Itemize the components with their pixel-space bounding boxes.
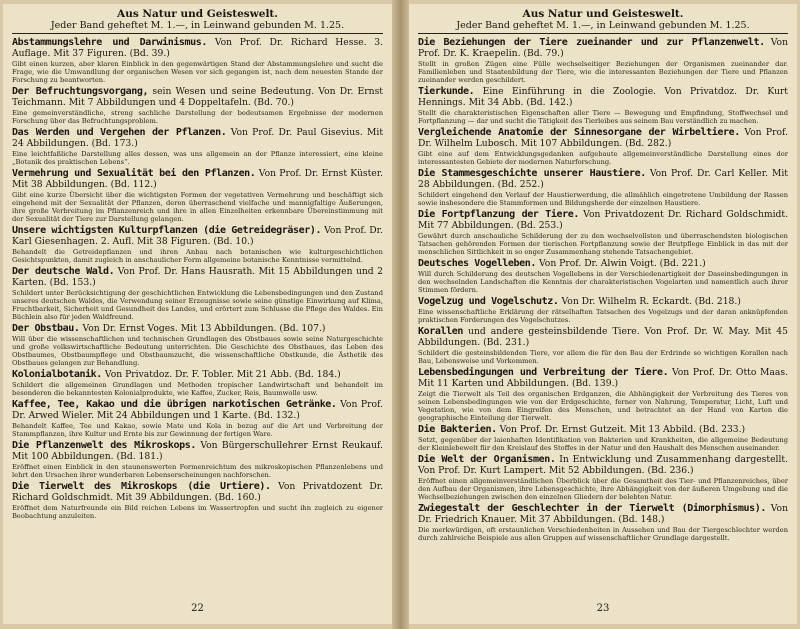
entry-heading: [12, 37, 383, 59]
entry-heading: [418, 296, 788, 307]
entry-heading: [12, 369, 383, 380]
right-page: [409, 4, 797, 624]
entry-heading: [418, 454, 788, 476]
book-entry: [418, 424, 788, 452]
entry-author-info: Von Prof. Dr. Arwed Wieler. Mit 24 Abbildungen und 1 Karte. (Bd. 132.): [12, 399, 383, 421]
entry-title: Vergleichende Anatomie der Sinnesorgane der Wirbeltiere.: [418, 127, 740, 138]
entry-heading: [12, 225, 383, 247]
entry-list: [12, 37, 383, 520]
entry-title: Tierkunde.: [418, 86, 475, 97]
entry-heading: [12, 86, 383, 108]
entry-description: Schildert eingehend den Verlauf der Haustierwerdung, die allmählich eingetretene Umbildung der Rassen sowie insbesondere die Stammformen und Bildungsherde der einzelnen Haustiere.: [418, 191, 788, 207]
entry-title: Unsere wichtigsten Kulturpflanzen (die Getreidegräser).: [12, 225, 322, 236]
running-head: Aus Natur und Geisteswelt.: [522, 8, 684, 20]
left-page: [3, 4, 392, 624]
entry-author-info: Von Prof. Dr. Ernst Küster. Mit 38 Abbildungen. (Bd. 112.): [12, 168, 384, 190]
entry-author-info: Von Prof. Dr. Paul Gisevius. Mit 24 Abbildungen. (Bd. 173.): [12, 127, 384, 149]
entry-author-info: Von Prof. Dr. Ernst Gutzeit. Mit 13 Abbild. (Bd. 233.): [499, 424, 746, 435]
book-entry: [418, 367, 788, 422]
page-number: 23: [596, 603, 610, 614]
entry-author-info: Von Dr. Wilhelm R. Eckardt. (Bd. 218.): [561, 296, 741, 307]
entry-description: Will durch Schilderung des deutschen Vogellebens in der Verschiedenartigkeit der Daseinsbedingungen in den wechselnden Landschaften die Kenntnis der charakteristischen Vogelarten und namentlich auch ihrer Stimmen fördern.: [418, 270, 788, 294]
entry-title: Die Bakterien.: [418, 424, 497, 435]
price-line: Jeder Band geheftet M. 1.—, in Leinwand gebunden M. 1.25.: [12, 20, 383, 34]
entry-title: Lebensbedingungen und Verbreitung der Tiere.: [418, 367, 669, 378]
entry-title: Die Stammesgeschichte unserer Haustiere.: [418, 168, 646, 179]
entry-description: Eine leichtfaßliche Darstellung alles dessen, was uns allgemein an der Pflanze interessiert, eine kleine „Botanik des praktischen Lebens“.: [12, 150, 383, 166]
entry-title: Die Tierwelt des Mikroskops (die Urtiere).: [12, 481, 271, 492]
entry-author-info: Von Prof. Dr. Hans Hausrath. Mit 15 Abbildungen und 2 Karten. (Bd. 153.): [12, 266, 383, 288]
entry-title: Korallen: [418, 326, 463, 337]
entry-author-info: Von Dr. Friedrich Knauer. Mit 37 Abbildungen. (Bd. 148.): [418, 503, 789, 525]
book-entry: [12, 399, 383, 438]
book-entry: [12, 323, 383, 367]
entry-list: [418, 37, 788, 542]
entry-author-info: Von Prof. Dr. Carl Keller. Mit 28 Abbildungen. (Bd. 252.): [418, 168, 788, 190]
entry-title: Die Fortpflanzung der Tiere.: [418, 209, 579, 220]
entry-heading: [12, 168, 383, 190]
entry-author-info: Von Prof. Dr. Karl Giesenhagen. 2. Aufl. Mit 38 Figuren. (Bd. 10.): [12, 225, 383, 247]
book-entry: [12, 127, 383, 166]
entry-author-info: Von Prof. Dr. Alwin Voigt. (Bd. 221.): [539, 258, 706, 269]
entry-author-info: Von Privatdozent Dr. Richard Goldschmidt. Mit 77 Abbildungen. (Bd. 253.): [418, 209, 789, 231]
entry-title: Das Werden und Vergehen der Pflanzen.: [12, 127, 227, 138]
entry-title: Der Befruchtungsvorgang,: [12, 86, 149, 97]
entry-author-info: Eine Einführung in die Zoologie. Von Privatdoz. Dr. Kurt Hennings. Mit 34 Abb. (Bd. 142.): [418, 86, 789, 108]
entry-heading: [12, 399, 383, 421]
entry-description: Zeigt die Tierwelt als Teil des organischen Erdganzen, die Abhängigkeit der Verbreitung des Tieres von seinen Lebensbedingungen wie von der Erdgeschichte, ferner von Nahrung, Temperatur, Licht, Luft und Vegetation, wie von dem Eingreifen des Menschen, und betrachtet an der Hand von Karten die geographische Einteilung der Tierwelt.: [418, 390, 788, 422]
entry-heading: [418, 503, 788, 525]
running-head: Aus Natur und Geisteswelt.: [117, 8, 278, 20]
entry-author-info: Von Prof. Dr. Wilhelm Lubosch. Mit 107 Abbildungen. (Bd. 282.): [418, 127, 789, 149]
book-entry: [12, 440, 383, 479]
book-entry: [418, 326, 788, 365]
entry-description: Schildert die allgemeinen Grundlagen und Methoden tropischer Landwirtschaft und behandelt im besonderen die bekanntesten Kolonialprodukte, wie Kaffee, Zucker, Reis, Baumwolle usw.: [12, 381, 383, 397]
entry-title: Die Welt der Organismen.: [418, 454, 556, 465]
entry-title: Abstammungslehre und Darwinismus.: [12, 37, 208, 48]
entry-heading: [12, 266, 383, 288]
book-entry: [418, 37, 788, 84]
book-entry: [12, 37, 383, 84]
entry-description: Eröffnet einen Einblick in den staunenswerten Formenreichtum des mikroskopischen Pflanzenlebens und lehrt den Ursachen ihrer wunderbaren Lebenserscheinungen nachforschen.: [12, 463, 383, 479]
entry-description: Behandelt die Getreidepflanzen und ihren Anbau nach botanischen wie kulturgeschichtlichen Gesichtspunkten, damit zugleich in anschaulicher Form allgemeine botanische Kenntnisse vermittelnd.: [12, 248, 383, 264]
entry-author-info: In Entwicklung und Zusammenhang dargestellt. Von Prof. Dr. Kurt Lampert. Mit 52 Abbildungen. (Bd. 236.): [418, 454, 788, 476]
entry-heading: [418, 326, 788, 348]
entry-heading: [12, 323, 383, 334]
entry-heading: [12, 127, 383, 149]
book-entry: [418, 296, 788, 324]
book-entry: [418, 168, 788, 207]
entry-description: Die merkwürdigen, oft erstaunlichen Verschiedenheiten in Aussehen und Bau der Tiergeschlechter werden durch zahlreiche Beispiele aus allen Gruppen auf wissenschaftlicher Grundlage dargestellt.: [418, 526, 788, 542]
entry-title: Kolonialbotanik.: [12, 369, 102, 380]
entry-author-info: Von Prof. Dr. Richard Hesse. 3. Auflage. Mit 37 Figuren. (Bd. 39.): [12, 37, 383, 59]
entry-author-info: Von Bürgerschullehrer Ernst Reukauf. Mit 100 Abbildungen. (Bd. 181.): [12, 440, 384, 462]
book-gutter: [392, 0, 409, 629]
book-entry: [418, 454, 788, 501]
entry-heading: [12, 440, 383, 462]
entry-description: Schildert die gesteinsbildenden Tiere, vor allem die für den Bau der Erdrinde so wichtigen Korallen nach Bau, Lebensweise und Vorkommen.: [418, 349, 788, 365]
entry-heading: [12, 481, 383, 503]
entry-title: Vogelzug und Vogelschutz.: [418, 296, 559, 307]
entry-description: Gibt einen kurzen, aber klaren Einblick in den gegenwärtigen Stand der Abstammungslehre und sucht die Frage, wie die Umwandlung der organischen Wesen vor sich gegangen ist, nach dem neuesten Stande der Forschung zu beantworten.: [12, 60, 383, 84]
entry-description: Stellt in großen Zügen eine Fülle wechselseitiger Beziehungen der Organismen zueinander dar. Familienleben und Staatenbildung der Tiere, wie die interessanten Beziehungen der Tiere und Pflanzen zueinander werden geschildert.: [418, 60, 788, 84]
entry-title: Der deutsche Wald.: [12, 266, 115, 277]
entry-description: Gibt eine kurze Übersicht über die wichtigsten Formen der vegetativen Vermehrung und beschäftigt sich eingehend mit der Sexualität der Pflanzen, deren überraschend vielfache und mannigfaltige Äußerungen, ihre große Verbreitung im Pflanzenreich und ihre in allen Einzelheiten erkennbare Übereinstimmung mit der Sexualität der Tiere zur Darstellung gelangen.: [12, 191, 383, 223]
entry-heading: [418, 258, 788, 269]
entry-title: Zwiegestalt der Geschlechter in der Tierwelt (Dimorphismus).: [418, 503, 766, 514]
entry-heading: [418, 209, 788, 231]
entry-title: Die Pflanzenwelt des Mikroskops.: [12, 440, 196, 451]
entry-heading: [418, 37, 788, 59]
entry-author-info: und andere gesteinsbildende Tiere. Von Prof. Dr. W. May. Mit 45 Abbildungen. (Bd. 231.): [418, 326, 788, 348]
entry-description: Schildert unter Berücksichtigung der geschichtlichen Entwicklung die Lebensbedingungen und den Zustand unseres deutschen Waldes, die Verwendung seiner Erzeugnisse sowie seine günstige Einwirkung auf Klima, Fruchtbarkeit, Sicherheit und Gesundheit des Landes, und erörtert zum Schlusse die Pflege des Waldes. Ein Büchlein also für jeden Waldfreund.: [12, 289, 383, 321]
entry-author-info: Von Privatdozent Dr. Richard Goldschmidt. Mit 39 Abbildungen. (Bd. 160.): [12, 481, 384, 503]
book-entry: [418, 209, 788, 256]
entry-author-info: sein Wesen und seine Bedeutung. Von Dr. Ernst Teichmann. Mit 7 Abbildungen und 4 Doppeltafeln. (Bd. 70.): [12, 86, 383, 108]
entry-heading: [418, 168, 788, 190]
entry-description: Behandelt Kaffee, Tee und Kakao, sowie Mate und Kola in bezug auf die Art und Verbreitung der Stammpflanzen, ihre Kultur und Ernte bis zur Gewinnung der fertigen Ware.: [12, 422, 383, 438]
entry-title: Der Obstbau.: [12, 323, 80, 334]
entry-description: Setzt, gegenüber der laienhaften Identifikation von Bakterien und Krankheiten, die allgemeine Bedeutung der Kleinlebewelt für den Kreislauf des Stoffes in der Natur und den Haushalt des Menschen auseinander.: [418, 436, 788, 452]
entry-description: Will über die wissenschaftlichen und technischen Grundlagen des Obstbaues sowie seine Naturgeschichte und große volkswirtschaftliche Bedeutung unterrichten. Die Geschichte des Obstbaues, das Leben des Obstbaumes, Obstbaumpflege und Obstbaumzucht, die wissenschaftliche Obstkunde, die Ästhetik des Obstbaues gelangen zur Behandlung.: [12, 335, 383, 367]
entry-title: Vermehrung und Sexualität bei den Pflanzen.: [12, 168, 256, 179]
book-entry: [12, 225, 383, 264]
entry-description: Eine gemeinverständliche, streng sachliche Darstellung der bedeutsamen Ergebnisse der modernen Forschung über das Befruchtungsproblem.: [12, 109, 383, 125]
entry-author-info: Von Prof. Dr. Otto Maas. Mit 11 Karten und Abbildungen. (Bd. 139.): [418, 367, 789, 389]
book-entry: [12, 266, 383, 321]
entry-title: Kaffee, Tee, Kakao und die übrigen narkotischen Getränke.: [12, 399, 337, 410]
book-entry: [418, 258, 788, 294]
book-entry: [12, 481, 383, 520]
entry-author-info: Von Dr. Ernst Voges. Mit 13 Abbildungen. (Bd. 107.): [82, 323, 326, 334]
page-number: 22: [191, 603, 204, 614]
entry-heading: [418, 367, 788, 389]
entry-description: Gibt eine auf dem Entwicklungsgedanken aufgebaute allgemeinverständliche Darstellung eines der interessantesten Gebiete der modernen Naturforschung.: [418, 150, 788, 166]
book-entry: [12, 168, 383, 223]
entry-heading: [418, 127, 788, 149]
entry-description: Eine wissenschaftliche Erklärung der rätselhaften Tatsachen des Vogelzugs und der daran anknüpfenden praktischen Forderungen des Vogelschutzes.: [418, 308, 788, 324]
entry-title: Deutsches Vogelleben.: [418, 258, 537, 269]
entry-author-info: Von Privatdoz. Dr. F. Tobler. Mit 21 Abb. (Bd. 184.): [104, 369, 341, 380]
book-entry: [418, 127, 788, 166]
book-entry: [418, 86, 788, 125]
book-entry: [12, 86, 383, 125]
book-entry: [12, 369, 383, 397]
entry-author-info: Von Prof. Dr. K. Kraepelin. (Bd. 79.): [418, 37, 788, 59]
entry-heading: [418, 86, 788, 108]
price-line: Jeder Band geheftet M. 1.—, in Leinwand gebunden M. 1.25.: [418, 20, 788, 34]
entry-description: Stellt die charakteristischen Eigenschaften aller Tiere — Bewegung und Empfindung, Stoffwechsel und Fortpflanzung — dar und sucht die Tätigkeit des Tierleibes aus seinem Bau verständlich zu machen.: [418, 109, 788, 125]
book-entry: [418, 503, 788, 542]
entry-heading: [418, 424, 788, 435]
entry-description: Eröffnet dem Naturfreunde ein Bild reichen Lebens im Wassertropfen und sucht ihn zugleich zu eigener Beobachtung anzuleiten.: [12, 504, 383, 520]
entry-title: Die Beziehungen der Tiere zueinander und zur Pflanzenwelt.: [418, 37, 765, 48]
entry-description: Gewährt durch anschauliche Schilderung der zu den wechselvollsten und überraschendsten biologischen Tatsachen gehörenden Formen der tierischen Fortpflanzung sowie der Brutpflege Einblick in das mit der menschlichen Sittlichkeit in so enger Zusammenhang stehende Tatsachengebiet.: [418, 232, 788, 256]
entry-description: Eröffnet einen allgemeinverständlichen Überblick über die Gesamtheit des Tier- und Pflanzenreiches, über den Aufbau der Organismen, ihre Lebensgeschichte, ihre Abhängigkeit von der äußeren Umgebung und die Wechselbeziehungen zwischen den einzelnen Gliedern der belebten Natur.: [418, 477, 788, 501]
